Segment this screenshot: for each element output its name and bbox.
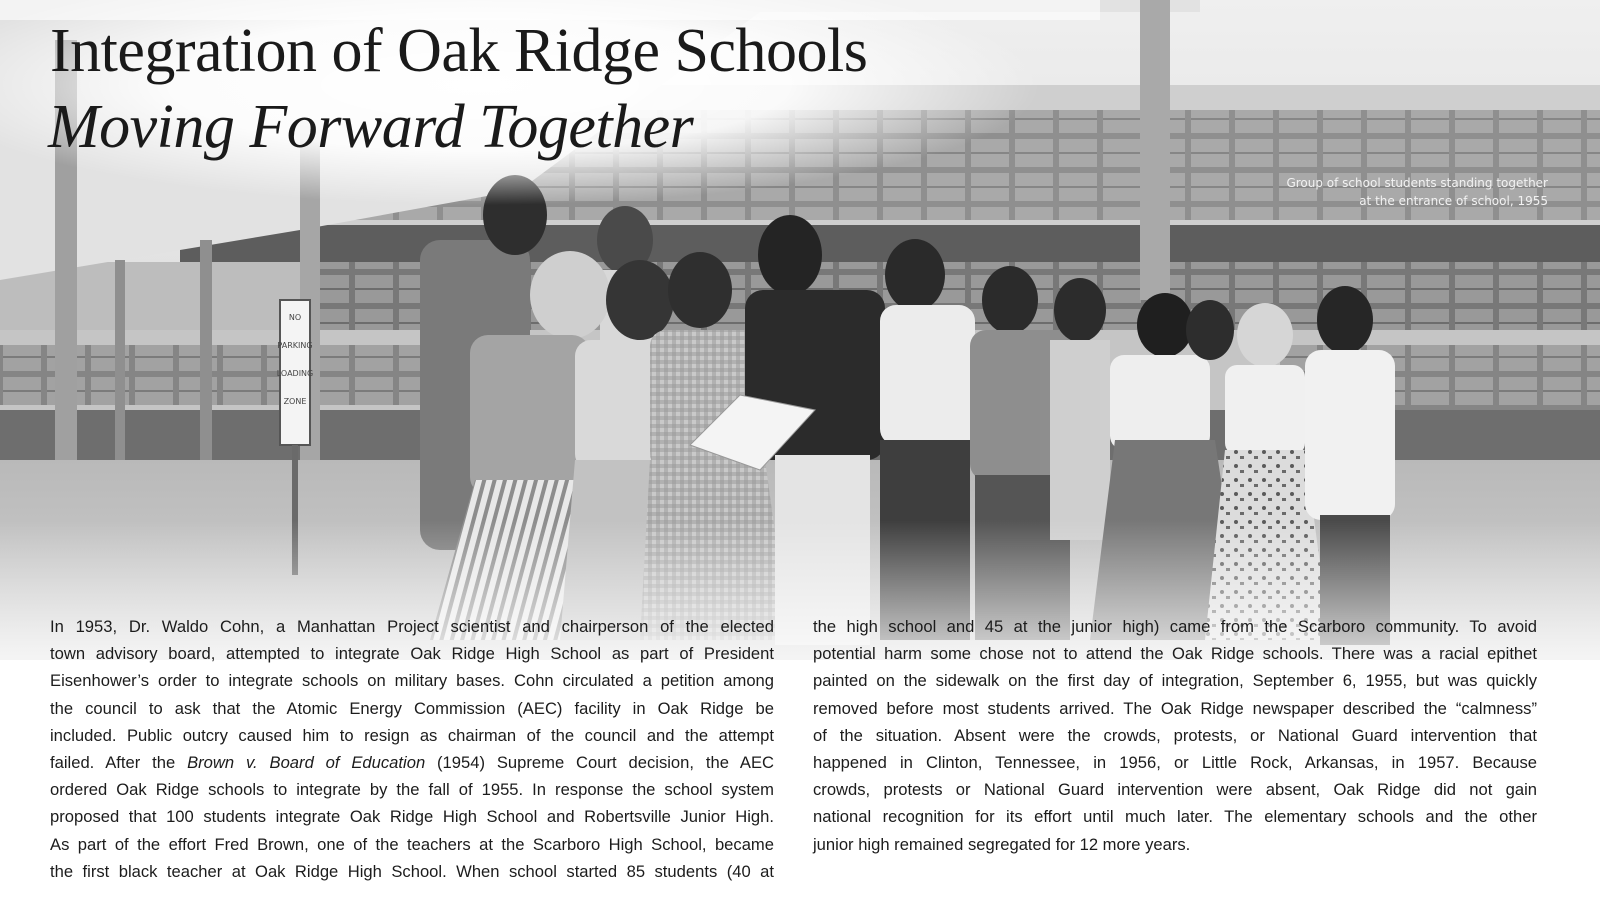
sign-line-4: ZONE <box>283 397 307 406</box>
body-line: national recognition for its effort until much later. The elementary schools and the other <box>813 807 1537 827</box>
body-text-fragment: (1954) Supreme Court decision, the AEC <box>425 753 774 773</box>
body-line: painted on the sidewalk on the first day of integration, September 6, 1955, but was quickly <box>813 671 1537 691</box>
sign-line-1: NO <box>288 313 302 322</box>
body-line: of the situation. Absent were the crowds, protests, or National Guard intervention that <box>813 725 1537 745</box>
caption-line-1: Group of school students standing together <box>1286 176 1548 190</box>
body-line: the high school and 45 at the junior high) came from the Scarboro community. To avoid <box>813 617 1537 636</box>
page-subtitle: Moving Forward Together <box>48 93 694 161</box>
body-line: included. Public outcry caused him to resign as chairman of the council and the attempt <box>50 725 774 745</box>
body-line: In 1953, Dr. Waldo Cohn, a Manhattan Project scientist and chairperson of the elected <box>50 617 774 636</box>
body-column-left <box>50 613 774 885</box>
page-title: Integration of Oak Ridge Schools <box>50 17 868 85</box>
body-line: ordered Oak Ridge schools to integrate by the fall of 1955. In response the school system <box>50 780 774 800</box>
body-line: junior high remained segregated for 12 more years. <box>813 834 1191 854</box>
body-line <box>50 749 774 776</box>
body-line: As part of the effort Fred Brown, one of the teachers at the Scarboro High School, became <box>50 834 774 854</box>
body-line: the council to ask that the Atomic Energy Commission (AEC) facility in Oak Ridge be <box>50 698 774 718</box>
sign-line-3: LOADING <box>276 369 314 378</box>
body-line: Eisenhower’s order to integrate schools on military bases. Cohn circulated a petition among <box>50 671 774 691</box>
body-text-fragment: failed. After the <box>50 753 188 773</box>
body-line: happened in Clinton, Tennessee, in 1956, or Little Rock, Arkansas, in 1957. Because <box>813 753 1537 773</box>
photo-caption <box>1228 174 1548 210</box>
body-line: proposed that 100 students integrate Oak Ridge High School and Robertsville Junior High. <box>50 807 774 827</box>
caption-line-2: at the entrance of school, 1955 <box>1359 194 1548 208</box>
body-column-right <box>813 613 1537 858</box>
sign-line-2: PARKING <box>277 341 313 350</box>
body-line: potential harm some chose not to attend the Oak Ridge schools. There was a racial epithet <box>813 644 1537 664</box>
body-line: crowds, protests or National Guard intervention were absent, Oak Ridge did not gain <box>813 780 1537 800</box>
case-name-italic: Brown v. Board of Education <box>187 753 426 773</box>
body-line: the first black teacher at Oak Ridge High School. When school started 85 students (40 at <box>50 861 774 881</box>
body-line: removed before most students arrived. The Oak Ridge newspaper described the “calmness” <box>813 698 1537 718</box>
body-line: town advisory board, attempted to integrate Oak Ridge High School as part of President <box>50 644 774 664</box>
